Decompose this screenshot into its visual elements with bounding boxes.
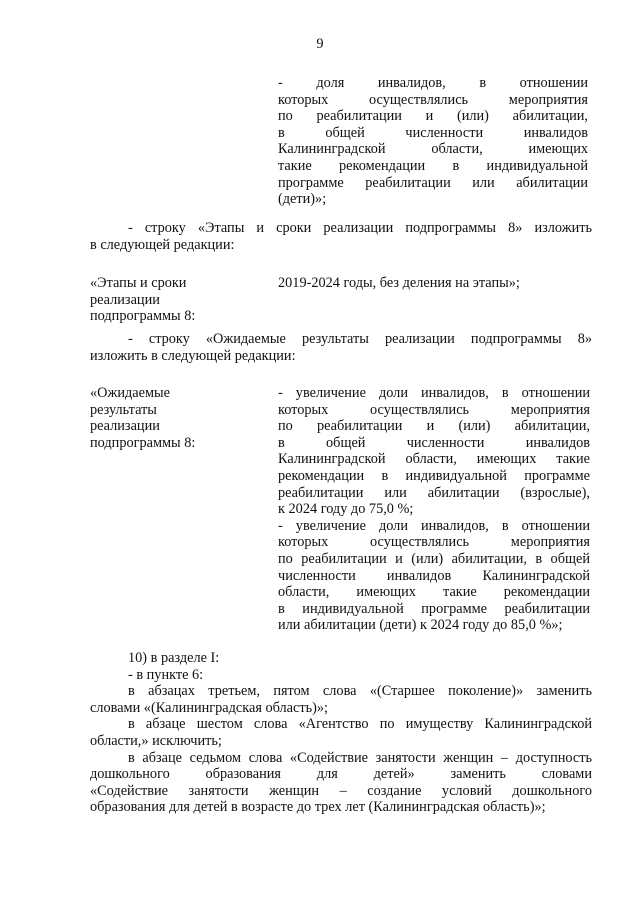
text-line: словами «(Калининградская область)»;: [90, 699, 329, 716]
value-line: Калининградской области, имеющих такие: [278, 451, 590, 468]
indicator-continuation: [278, 75, 588, 208]
text-line: в абзацах третьем, пятом слова «(Старшее поколение)» заменить: [128, 683, 592, 700]
label-line: результаты: [90, 401, 157, 418]
text-line: области,» исключить;: [90, 732, 222, 749]
stages-intro-paragraph: [90, 220, 592, 253]
value-line: которых осуществлялись мероприятия: [278, 534, 590, 551]
text-line: 10) в разделе I:: [128, 650, 220, 666]
value-line: к 2024 году до 75,0 %;: [278, 501, 414, 518]
text-line: такие рекомендации в индивидуальной: [278, 157, 588, 174]
value-line: 2019-2024 годы, без деления на этапы»;: [278, 275, 520, 291]
text-line: - в пункте 6:: [128, 666, 204, 683]
text-line: в следующей редакции:: [90, 236, 235, 253]
label-line: реализации: [90, 291, 160, 308]
stages-row: [90, 275, 592, 327]
value-line: области, имеющих такие рекомендации: [278, 584, 590, 601]
value-line: численности инвалидов Калининградской: [278, 567, 590, 584]
results-row: [90, 385, 592, 645]
label-line: «Ожидаемые: [90, 385, 170, 401]
label-line: «Этапы и сроки: [90, 275, 187, 291]
results-label: [90, 385, 270, 451]
text-line: в абзаце шестом слова «Агентство по имуществу Калининградской: [128, 716, 592, 733]
text-line: - строку «Этапы и сроки реализации подпрограммы 8» изложить: [128, 220, 592, 236]
value-line: рекомендации в индивидуальной программе: [278, 467, 590, 484]
text-line: - доля инвалидов, в отношении: [278, 75, 588, 91]
value-line: - увеличение доли инвалидов, в отношении: [278, 517, 590, 534]
value-line: по реабилитации и (или) абилитации,: [278, 418, 590, 435]
text-line: которых осуществлялись мероприятия: [278, 91, 588, 108]
label-line: подпрограммы 8:: [90, 434, 196, 451]
text-line: программе реабилитации или абилитации: [278, 174, 588, 191]
text-line: изложить в следующей редакции:: [90, 347, 296, 364]
text-line: в абзаце седьмом слова «Содействие занятости женщин – доступность: [128, 749, 592, 766]
value-line: или абилитации (дети) к 2024 году до 85,0 %»;: [278, 617, 563, 634]
value-line: - увеличение доли инвалидов, в отношении: [278, 385, 590, 401]
value-line: в общей численности инвалидов: [278, 434, 590, 451]
text-line: (дети)»;: [278, 191, 327, 208]
value-line: реабилитации или абилитации (взрослые),: [278, 484, 590, 501]
text-line: в общей численности инвалидов: [278, 124, 588, 141]
value-line: в индивидуальной программе реабилитации: [278, 600, 590, 617]
text-line: образования для детей в возрасте до трех лет (Калининградская область)»;: [90, 799, 546, 816]
text-line: по реабилитации и (или) абилитации,: [278, 108, 588, 125]
results-value: [278, 385, 590, 634]
results-intro-paragraph: [90, 331, 592, 364]
page-number: 9: [316, 36, 324, 52]
text-line: Калининградской области, имеющих: [278, 141, 588, 158]
text-line: «Содействие занятости женщин – создание условий дошкольного: [90, 782, 592, 799]
stages-value: [278, 275, 592, 292]
label-line: подпрограммы 8:: [90, 308, 196, 325]
value-line: по реабилитации и (или) абилитации, в общей: [278, 550, 590, 567]
stages-label: [90, 275, 270, 325]
value-line: которых осуществлялись мероприятия: [278, 401, 590, 418]
text-line: дошкольного образования для детей» заменить словами: [90, 766, 592, 783]
label-line: реализации: [90, 418, 160, 435]
text-line: - строку «Ожидаемые результаты реализации подпрограммы 8»: [128, 331, 592, 347]
section-10: [90, 650, 592, 816]
